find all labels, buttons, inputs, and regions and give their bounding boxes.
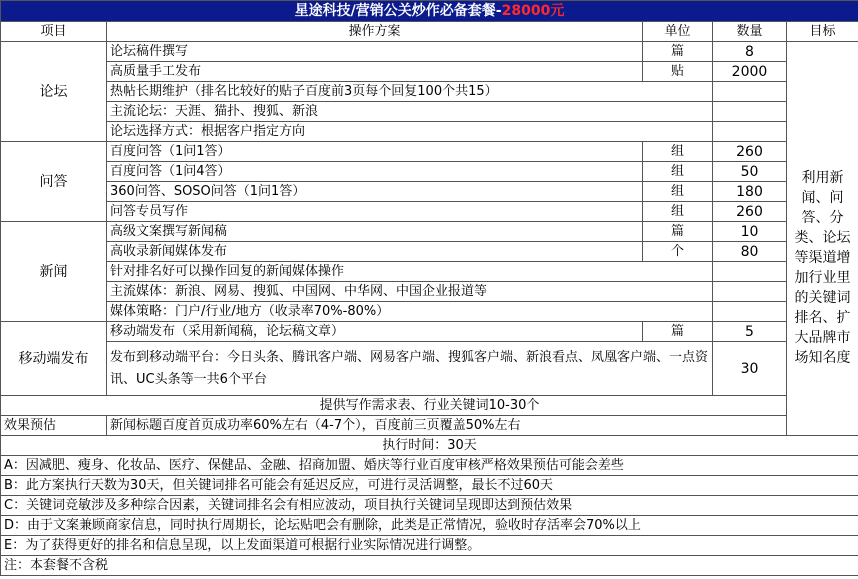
- forum-qty-0: 8: [713, 42, 787, 62]
- estimate-text: 新闻标题百度首页成功率60%左右（4-7个），百度前三页覆盖50%左右: [107, 416, 858, 436]
- qa-qty-3: 260: [713, 202, 787, 222]
- news-plan-4: 媒体策略：门户/行业/地方（收录率70%-80%）: [107, 302, 713, 322]
- note-d: D：由于文案兼顾商家信息，同时执行周期长，论坛贴吧会有删除，此类是正常情况，验收时存活率会70%以上: [1, 516, 858, 536]
- news-plan-0: 高级文案撰写新闻稿: [107, 222, 643, 242]
- mobile-plan-0: 移动端发布（采用新闻稿，论坛稿文章）: [107, 322, 643, 342]
- header-qty: 数量: [713, 22, 787, 42]
- news-plan-1: 高收录新闻媒体发布: [107, 242, 643, 262]
- section-forum-label: 论坛: [1, 42, 107, 142]
- header-item: 项目: [1, 22, 107, 42]
- news-qty-4: [713, 302, 787, 322]
- qa-unit-1: 组: [643, 162, 713, 182]
- news-qty-2: [713, 262, 787, 282]
- note-tax: 注：本套餐不含税: [1, 556, 858, 576]
- forum-qty-1: 2000: [713, 62, 787, 82]
- note-c: C：关键词竞敏涉及多种综合因素，关键词排名会有相应波动，项目执行关键词呈现即达到预估效果: [1, 496, 858, 516]
- mobile-plan-1: 发布到移动端平台：今日头条、腾讯客户端、网易客户端、搜狐客户端、新浪看点、凤凰客户端、一点资讯、UC头条等一共6个平台: [107, 342, 713, 396]
- mobile-unit-0: 篇: [643, 322, 713, 342]
- note-e: E：为了获得更好的排名和信息呈现，以上发面渠道可根据行业实际情况进行调整。: [1, 536, 858, 556]
- exec-time: 执行时间：30天: [1, 436, 858, 456]
- qa-unit-3: 组: [643, 202, 713, 222]
- forum-qty-4: [713, 122, 787, 142]
- header-unit: 单位: [643, 22, 713, 42]
- title-text: 星途科技/营销公关炒作必备套餐-: [294, 3, 502, 19]
- qa-plan-1: 百度问答（1问4答）: [107, 162, 643, 182]
- forum-unit-0: 篇: [643, 42, 713, 62]
- qa-qty-0: 260: [713, 142, 787, 162]
- forum-unit-1: 贴: [643, 62, 713, 82]
- section-news-label: 新闻: [1, 222, 107, 322]
- news-unit-0: 篇: [643, 222, 713, 242]
- title-price: 28000元: [501, 3, 565, 19]
- qa-qty-2: 180: [713, 182, 787, 202]
- news-qty-3: [713, 282, 787, 302]
- forum-qty-2: [713, 82, 787, 102]
- news-plan-2: 针对排名好可以操作回复的新闻媒体操作: [107, 262, 713, 282]
- forum-plan-3: 主流论坛：天涯、猫扑、搜狐、新浪: [107, 102, 713, 122]
- qa-plan-3: 问答专员写作: [107, 202, 643, 222]
- qa-unit-0: 组: [643, 142, 713, 162]
- news-unit-1: 个: [643, 242, 713, 262]
- estimate-label: 效果预估: [1, 416, 107, 436]
- header-plan: 操作方案: [107, 22, 643, 42]
- title-bar: [1, 1, 858, 22]
- note-b: B：此方案执行天数为30天，但关键词排名可能会有延迟反应，可进行灵活调整，最长不过60天: [1, 476, 858, 496]
- qa-qty-1: 50: [713, 162, 787, 182]
- mobile-qty-1: 30: [713, 342, 787, 396]
- forum-plan-2: 热帖长期维护（排名比较好的贴子百度前3页每个回复100个共15）: [107, 82, 713, 102]
- forum-plan-0: 论坛稿件撰写: [107, 42, 643, 62]
- forum-plan-4: 论坛选择方式：根据客户指定方向: [107, 122, 713, 142]
- provide-line: 提供写作需求表、行业关键词10-30个: [1, 396, 858, 416]
- forum-qty-3: [713, 102, 787, 122]
- news-qty-0: 10: [713, 222, 787, 242]
- news-qty-1: 80: [713, 242, 787, 262]
- section-qa-label: 问答: [1, 142, 107, 222]
- qa-unit-2: 组: [643, 182, 713, 202]
- section-mobile-label: 移动端发布: [1, 322, 107, 396]
- news-plan-3: 主流媒体：新浪、网易、搜狐、中国网、中华网、中国企业报道等: [107, 282, 713, 302]
- qa-plan-2: 360问答、SOSO问答（1问1答）: [107, 182, 643, 202]
- qa-plan-0: 百度问答（1问1答）: [107, 142, 643, 162]
- header-goal: 目标: [787, 22, 858, 42]
- note-a: A：因减肥、瘦身、化妆品、医疗、保健品、金融、招商加盟、婚庆等行业百度审核严格效果预估可能会差些: [1, 456, 858, 476]
- mobile-qty-0: 5: [713, 322, 787, 342]
- forum-plan-1: 高质量手工发布: [107, 62, 643, 82]
- goal-text: 利用新闻、问答、分类、论坛等渠道增加行业里的关键词排名、扩大品牌市场知名度: [787, 102, 858, 436]
